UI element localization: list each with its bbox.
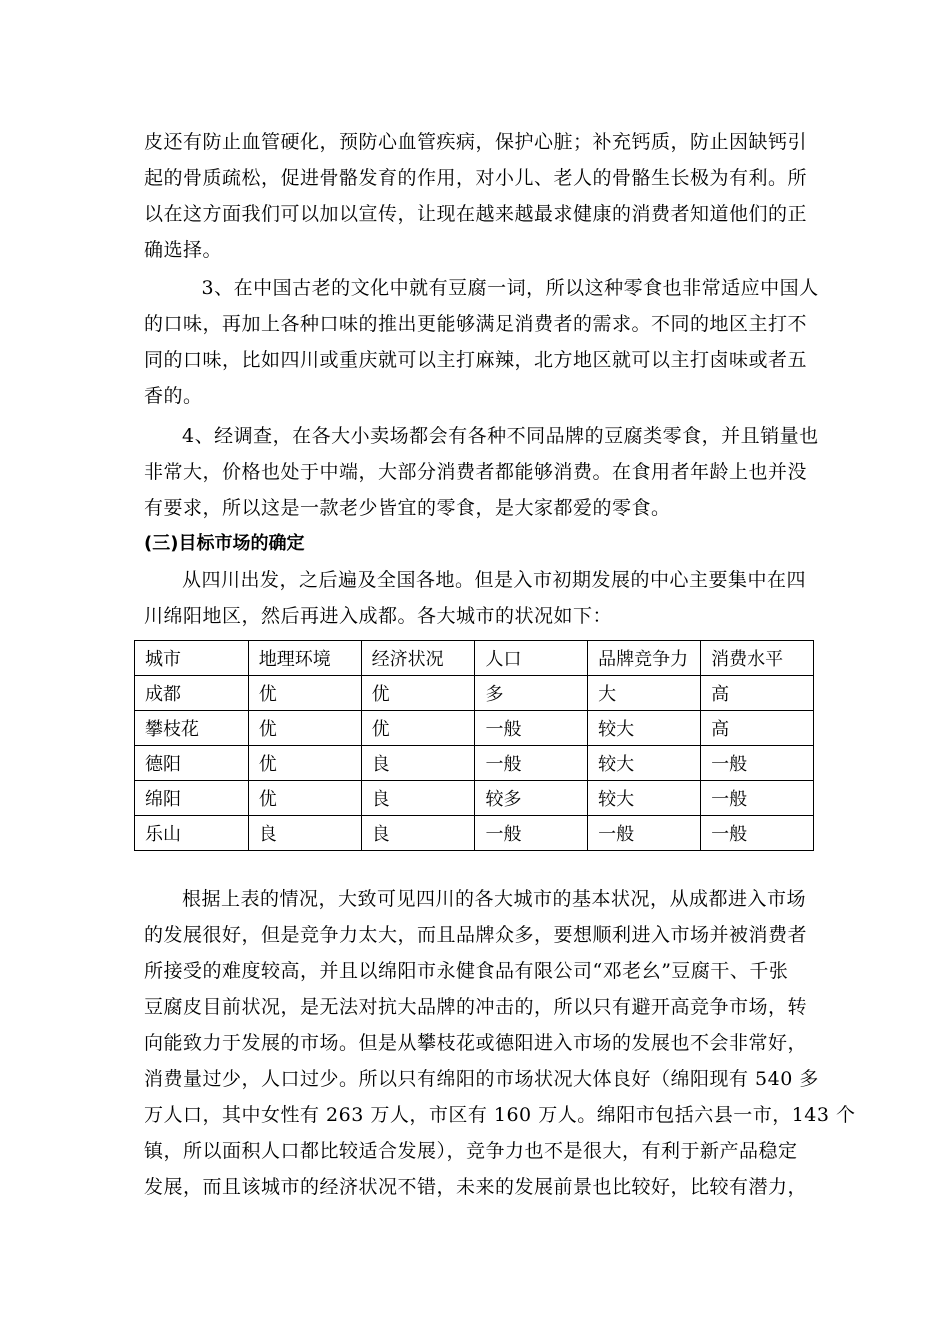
text-line: 豆腐皮目前状况，是无法对抗大品牌的冲击的，所以只有避开高竞争市场，转: [144, 996, 808, 1018]
table-cell: 一般: [701, 781, 814, 816]
text-line: 所接受的难度较高，并且以绵阳市永健食品有限公司“邓老幺”豆腐干、千张: [144, 960, 789, 982]
table-cell: 绵阳: [135, 781, 249, 816]
text-line: 万人口，其中女性有 263 万人，市区有 160 万人。绵阳市包括六县一市，143 个: [144, 1104, 856, 1126]
table-cell: 德阳: [135, 746, 249, 781]
header-cell-population: 人口: [475, 641, 588, 676]
text-line: 镇，所以面积人口都比较适合发展），竞争力也不是很大，有利于新产品稳定: [144, 1140, 798, 1162]
table-cell: 优: [361, 676, 475, 711]
paragraph-target-intro: [144, 562, 809, 634]
text-line: 起的骨质疏松，促进骨骼发育的作用，对小儿、老人的骨骼生长极为有利。所: [144, 167, 808, 189]
table-header-row: [135, 641, 814, 676]
text-line: 川绵阳地区，然后再进入成都。各大城市的状况如下：: [144, 605, 613, 627]
paragraph-conclusion: [144, 881, 856, 1205]
text-line: 向能致力于发展的市场。但是从攀枝花或德阳进入市场的发展也不会非常好，: [144, 1032, 808, 1054]
text-line: 的口味，再加上各种口味的推出更能够满足消费者的需求。不同的地区主打不: [144, 313, 808, 335]
table-row: [135, 711, 814, 746]
text-line: 非常大，价格也处于中端，大部分消费者都能够消费。在食用者年龄上也并没: [144, 461, 808, 483]
text-line: 4、经调查，在各大小卖场都会有各种不同品牌的豆腐类零食，并且销量也: [182, 425, 819, 447]
text-line: 根据上表的情况，大致可见四川的各大城市的基本状况，从成都进入市场: [182, 888, 807, 910]
table-cell: 一般: [701, 746, 814, 781]
text-line: 以在这方面我们可以加以宣传，让现在越来越最求健康的消费者知道他们的正: [144, 203, 808, 225]
table-cell: 一般: [475, 711, 588, 746]
table-cell: 较多: [475, 781, 588, 816]
table-cell: 优: [248, 676, 361, 711]
header-cell-consumption-level: 消费水平: [701, 641, 814, 676]
table-row: [135, 816, 814, 851]
table-cell: 一般: [475, 746, 588, 781]
table-cell: 一般: [588, 816, 701, 851]
table-cell: 成都: [135, 676, 249, 711]
table-cell: 优: [361, 711, 475, 746]
text-line: 从四川出发，之后遍及全国各地。但是入市初期发展的中心主要集中在四: [182, 569, 807, 591]
header-cell-economy: 经济状况: [361, 641, 475, 676]
table-cell: 优: [248, 711, 361, 746]
text-line: 香的。: [144, 385, 203, 407]
text-line: 同的口味，比如四川或重庆就可以主打麻辣，北方地区就可以主打卤味或者五: [144, 349, 808, 371]
table-row: [135, 781, 814, 816]
header-cell-city: 城市: [135, 641, 249, 676]
table-cell: 良: [248, 816, 361, 851]
table-cell: 良: [361, 816, 475, 851]
table-cell: 多: [475, 676, 588, 711]
table-cell: 较大: [588, 711, 701, 746]
table-cell: 攀枝花: [135, 711, 249, 746]
table-cell: 高: [701, 676, 814, 711]
table-cell: 大: [588, 676, 701, 711]
header-cell-brand-competition: 品牌竞争力: [588, 641, 701, 676]
table-cell: 优: [248, 746, 361, 781]
table-cell: 一般: [475, 816, 588, 851]
table-cell: 较大: [588, 781, 701, 816]
table-row: [135, 676, 814, 711]
table-cell: 一般: [701, 816, 814, 851]
table-cell: 高: [701, 711, 814, 746]
city-comparison-table: [134, 640, 814, 851]
paragraph-point-3: [144, 270, 819, 414]
paragraph-health-benefits: [144, 124, 809, 268]
text-line: 的发展很好，但是竞争力太大，而且品牌众多，要想顺利进入市场并被消费者: [144, 924, 808, 946]
text-line: 消费量过少，人口过少。所以只有绵阳的市场状况大体良好（绵阳现有 540 多: [144, 1068, 819, 1090]
header-cell-geography: 地理环境: [248, 641, 361, 676]
table-cell: 乐山: [135, 816, 249, 851]
table-row: [135, 746, 814, 781]
text-line: 有要求，所以这是一款老少皆宜的零食，是大家都爱的零食。: [144, 497, 671, 519]
text-line: 确选择。: [144, 239, 223, 261]
text-line: 3、在中国古老的文化中就有豆腐一词，所以这种零食也非常适应中国人: [182, 277, 819, 299]
text-line: 发展，而且该城市的经济状况不错，未来的发展前景也比较好，比较有潜力，: [144, 1176, 808, 1198]
text-line: 皮还有防止血管硬化，预防心血管疾病，保护心脏；补充钙质，防止因缺钙引: [144, 131, 808, 153]
table-cell: 良: [361, 781, 475, 816]
paragraph-point-4: [144, 418, 819, 526]
section-heading: (三)目标市场的确定: [144, 533, 305, 554]
table-cell: 优: [248, 781, 361, 816]
table-cell: 较大: [588, 746, 701, 781]
table-cell: 良: [361, 746, 475, 781]
